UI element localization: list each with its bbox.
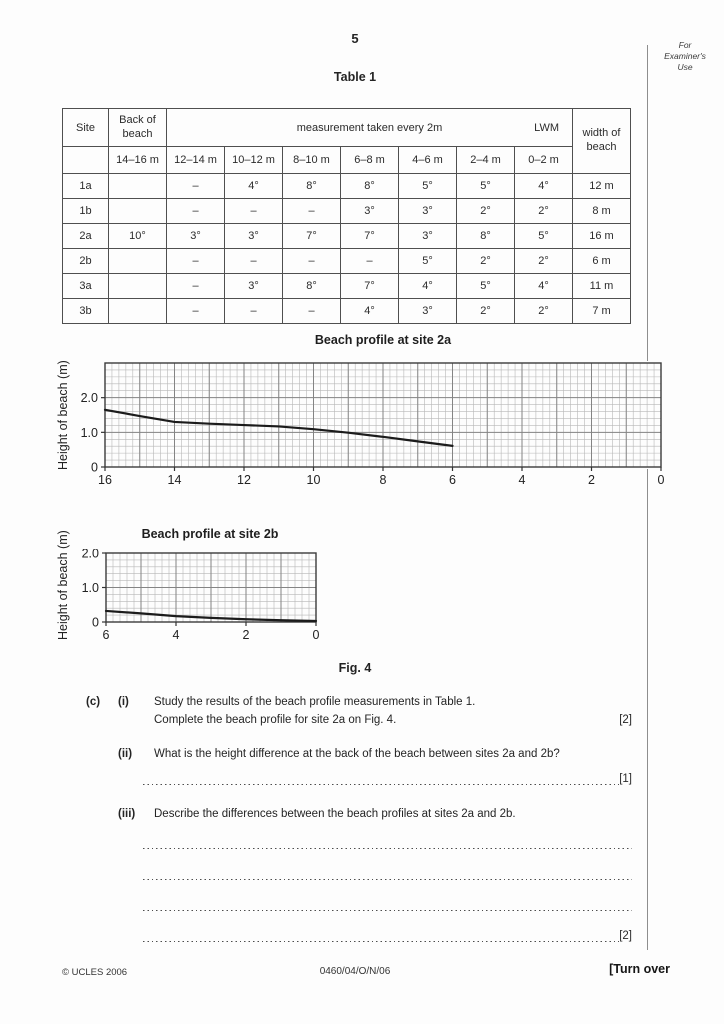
question-i-label: (i) <box>118 696 129 708</box>
svg-text:2: 2 <box>588 473 595 487</box>
measurements-table <box>62 108 631 324</box>
site-cell: 1a <box>63 174 109 199</box>
measurement-header <box>167 109 573 147</box>
angle-cell: – <box>167 274 225 299</box>
angle-cell: 2° <box>457 199 515 224</box>
svg-text:8: 8 <box>379 473 387 487</box>
examiner-line-3: Use <box>677 62 693 73</box>
svg-text:2.0: 2.0 <box>81 549 99 561</box>
svg-text:1.0: 1.0 <box>80 425 98 440</box>
svg-text:14: 14 <box>167 473 182 487</box>
copyright-notice: © UCLES 2006 <box>62 967 128 978</box>
angle-cell: – <box>341 249 399 274</box>
site-cell: 2b <box>63 249 109 274</box>
dotted-answer-line <box>143 772 619 785</box>
svg-text:1.0: 1.0 <box>81 581 99 595</box>
distance-header-cell: 8–10 m <box>283 147 341 174</box>
table-row <box>63 224 631 249</box>
angle-cell: 3° <box>399 199 457 224</box>
angle-cell <box>109 299 167 324</box>
turn-over-label: [Turn over <box>609 962 670 976</box>
angle-cell: 5° <box>399 174 457 199</box>
chart-2b-title: Beach profile at site 2b <box>141 527 279 541</box>
answer-lines-iii <box>143 836 632 960</box>
angle-cell: 7° <box>283 224 341 249</box>
angle-cell <box>109 274 167 299</box>
angle-cell: – <box>167 199 225 224</box>
back-of-beach-header: Back of beach <box>109 109 167 147</box>
site-cell: 2a <box>63 224 109 249</box>
angle-cell: 8° <box>457 224 515 249</box>
dotted-answer-line <box>143 929 619 942</box>
angle-cell: – <box>283 299 341 324</box>
distance-header-cell: 10–12 m <box>225 147 283 174</box>
question-c-ii <box>62 745 632 763</box>
table-header-row <box>63 109 631 147</box>
distance-header-cell: 14–16 m <box>109 147 167 174</box>
question-c-iii <box>62 805 632 823</box>
table-row <box>63 249 631 274</box>
svg-text:0: 0 <box>312 628 320 642</box>
lwm-header: LWM <box>534 121 559 134</box>
angle-cell: – <box>225 299 283 324</box>
distance-header-cell: 12–14 m <box>167 147 225 174</box>
angle-cell: – <box>225 199 283 224</box>
angle-cell <box>109 199 167 224</box>
examiner-use-note <box>654 40 716 73</box>
table-row <box>63 299 631 324</box>
svg-text:0: 0 <box>92 615 99 630</box>
site-header: Site <box>63 109 109 147</box>
angle-cell: 5° <box>457 274 515 299</box>
table-subheader-row <box>63 147 631 174</box>
question-ii-marks: [1] <box>619 773 632 785</box>
angle-cell: 3° <box>225 274 283 299</box>
angle-cell: 3° <box>225 224 283 249</box>
question-iii-text: Describe the differences between the beach profiles at sites 2a and 2b. <box>154 808 516 820</box>
question-c-label: (c) <box>86 696 101 708</box>
question-i-line2: Complete the beach profile for site 2a on Fig. 4. <box>154 714 397 726</box>
question-i-text <box>154 693 632 729</box>
site-cell: 1b <box>63 199 109 224</box>
angle-cell: 2° <box>457 249 515 274</box>
svg-text:16: 16 <box>98 473 112 487</box>
svg-text:0: 0 <box>657 473 665 487</box>
angle-cell: 7° <box>341 274 399 299</box>
angle-cell: – <box>225 249 283 274</box>
angle-cell: 4° <box>515 274 573 299</box>
answer-line-ii <box>143 772 632 785</box>
table-row <box>63 199 631 224</box>
angle-cell: 3° <box>167 224 225 249</box>
table-body <box>63 109 631 324</box>
angle-cell: 3° <box>341 199 399 224</box>
svg-text:6: 6 <box>102 628 110 642</box>
width-cell: 6 m <box>573 249 631 274</box>
chart-2a-y-axis-label: Height of beach (m) <box>56 360 70 470</box>
width-of-beach-header: width of beach <box>573 109 631 174</box>
angle-cell: – <box>167 299 225 324</box>
dotted-answer-line <box>143 898 632 911</box>
question-iii-marks: [2] <box>619 930 632 942</box>
angle-cell: 7° <box>341 224 399 249</box>
angle-cell: 8° <box>341 174 399 199</box>
svg-text:0: 0 <box>91 460 98 475</box>
question-i-marks: [2] <box>619 714 632 726</box>
chart-2a-title: Beach profile at site 2a <box>314 333 452 347</box>
angle-cell: 4° <box>341 299 399 324</box>
angle-cell: 4° <box>515 174 573 199</box>
examiner-column-rule <box>647 45 648 950</box>
svg-text:2: 2 <box>242 628 250 642</box>
distance-header-cell: 4–6 m <box>399 147 457 174</box>
measurement-header-label: measurement taken every 2m <box>296 121 443 134</box>
angle-cell: – <box>283 249 341 274</box>
angle-cell: 8° <box>283 174 341 199</box>
width-cell: 12 m <box>573 174 631 199</box>
angle-cell: 5° <box>515 224 573 249</box>
figure-label: Fig. 4 <box>338 661 372 675</box>
angle-cell: 4° <box>225 174 283 199</box>
angle-cell: 10° <box>109 224 167 249</box>
angle-cell: – <box>167 249 225 274</box>
svg-text:12: 12 <box>237 473 251 487</box>
chart-2a-plot <box>60 359 674 491</box>
examiner-line-1: For <box>678 40 692 50</box>
question-ii-label: (ii) <box>118 748 133 760</box>
angle-cell: 4° <box>399 274 457 299</box>
angle-cell: 5° <box>399 249 457 274</box>
angle-cell: 2° <box>457 299 515 324</box>
chart-2b-plot <box>60 549 330 647</box>
svg-text:10: 10 <box>306 473 321 487</box>
question-c-i <box>62 693 632 729</box>
paper-code: 0460/04/O/N/06 <box>319 966 391 977</box>
angle-cell: 5° <box>457 174 515 199</box>
angle-cell: – <box>283 199 341 224</box>
svg-text:4: 4 <box>518 473 526 487</box>
dotted-answer-line <box>143 836 632 849</box>
answer-line-iii <box>143 929 632 942</box>
angle-cell: 2° <box>515 249 573 274</box>
angle-cell: 3° <box>399 299 457 324</box>
chart-2b-y-axis-label: Height of beach (m) <box>56 530 70 640</box>
width-cell: 16 m <box>573 224 631 249</box>
examiner-line-2: Examiner's <box>664 51 706 62</box>
svg-text:6: 6 <box>449 473 456 487</box>
question-i-line1: Study the results of the beach profile measurements in Table 1. <box>154 696 476 708</box>
table-row <box>63 274 631 299</box>
empty-header-cell <box>63 147 109 174</box>
dotted-answer-line <box>143 867 632 880</box>
site-cell: 3b <box>63 299 109 324</box>
svg-text:2.0: 2.0 <box>80 391 98 406</box>
width-cell: 8 m <box>573 199 631 224</box>
distance-header-cell: 6–8 m <box>341 147 399 174</box>
angle-cell: 3° <box>399 224 457 249</box>
distance-header-cell: 0–2 m <box>515 147 573 174</box>
angle-cell <box>109 174 167 199</box>
distance-header-cell: 2–4 m <box>457 147 515 174</box>
angle-cell: – <box>167 174 225 199</box>
table-title: Table 1 <box>333 70 377 84</box>
page-number: 5 <box>351 31 359 46</box>
answer-line-iii <box>143 867 632 880</box>
width-cell: 11 m <box>573 274 631 299</box>
question-iii-label: (iii) <box>118 808 136 820</box>
table-row <box>63 174 631 199</box>
angle-cell <box>109 249 167 274</box>
answer-line-iii <box>143 836 632 849</box>
angle-cell: 8° <box>283 274 341 299</box>
angle-cell: 2° <box>515 299 573 324</box>
answer-line-iii <box>143 898 632 911</box>
site-cell: 3a <box>63 274 109 299</box>
question-ii-text: What is the height difference at the back of the beach between sites 2a and 2b? <box>154 748 560 760</box>
width-cell: 7 m <box>573 299 631 324</box>
svg-text:4: 4 <box>172 628 180 642</box>
angle-cell: 2° <box>515 199 573 224</box>
